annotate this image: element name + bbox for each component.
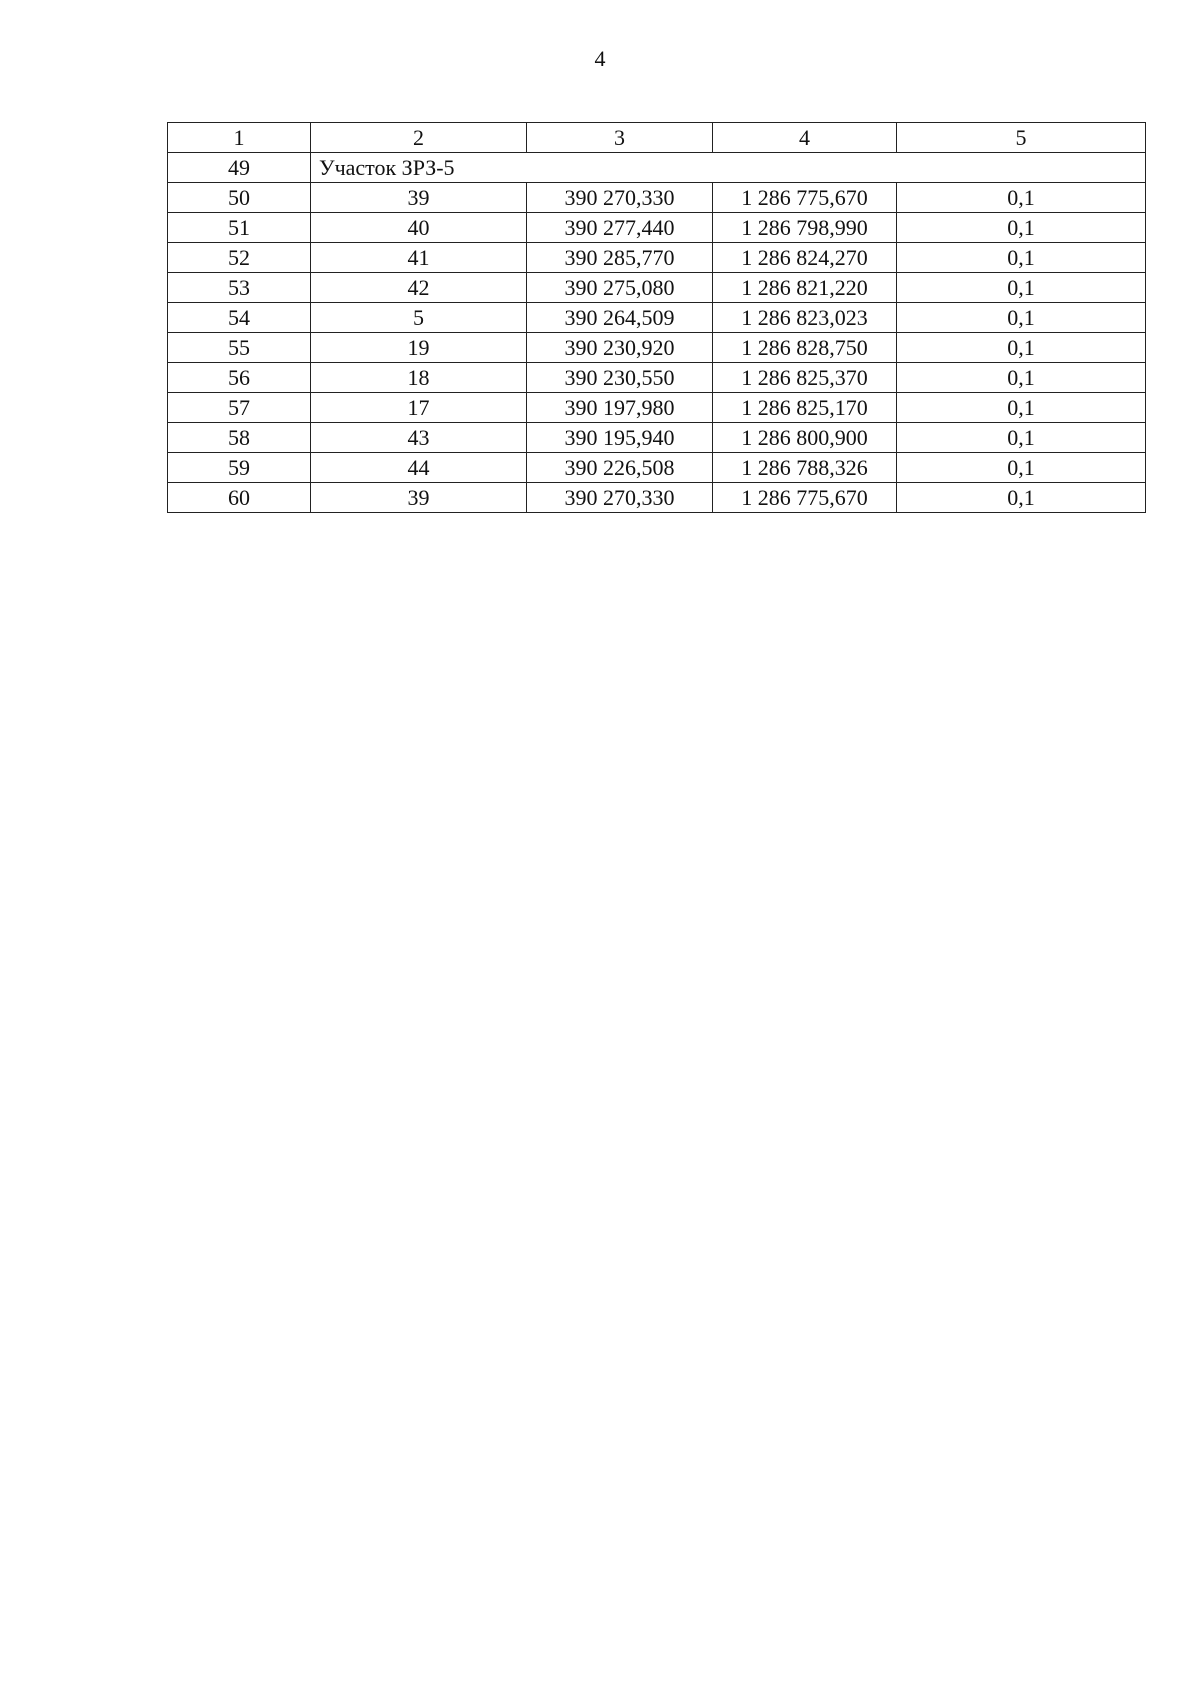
column-number-4: 4 bbox=[713, 123, 897, 153]
table-row bbox=[168, 333, 1146, 363]
error-cell: 0,1 bbox=[897, 483, 1146, 513]
point-number-cell: 18 bbox=[311, 363, 527, 393]
row-number-cell: 55 bbox=[168, 333, 311, 363]
column-number-1: 1 bbox=[168, 123, 311, 153]
coordinates-table bbox=[167, 122, 1146, 513]
x-coordinate-cell: 390 285,770 bbox=[527, 243, 713, 273]
y-coordinate-cell: 1 286 775,670 bbox=[713, 183, 897, 213]
error-cell: 0,1 bbox=[897, 393, 1146, 423]
y-coordinate-cell: 1 286 825,370 bbox=[713, 363, 897, 393]
row-number-cell: 60 bbox=[168, 483, 311, 513]
row-number-cell: 53 bbox=[168, 273, 311, 303]
x-coordinate-cell: 390 230,920 bbox=[527, 333, 713, 363]
error-cell: 0,1 bbox=[897, 363, 1146, 393]
point-number-cell: 39 bbox=[311, 183, 527, 213]
table-row bbox=[168, 243, 1146, 273]
table-header-row bbox=[168, 123, 1146, 153]
x-coordinate-cell: 390 264,509 bbox=[527, 303, 713, 333]
x-coordinate-cell: 390 195,940 bbox=[527, 423, 713, 453]
point-number-cell: 17 bbox=[311, 393, 527, 423]
x-coordinate-cell: 390 226,508 bbox=[527, 453, 713, 483]
y-coordinate-cell: 1 286 821,220 bbox=[713, 273, 897, 303]
column-number-3: 3 bbox=[527, 123, 713, 153]
row-number-cell: 51 bbox=[168, 213, 311, 243]
point-number-cell: 39 bbox=[311, 483, 527, 513]
table-row bbox=[168, 393, 1146, 423]
x-coordinate-cell: 390 197,980 bbox=[527, 393, 713, 423]
table-row bbox=[168, 363, 1146, 393]
row-number-cell: 59 bbox=[168, 453, 311, 483]
x-coordinate-cell: 390 277,440 bbox=[527, 213, 713, 243]
column-number-5: 5 bbox=[897, 123, 1146, 153]
x-coordinate-cell: 390 275,080 bbox=[527, 273, 713, 303]
row-number-cell: 52 bbox=[168, 243, 311, 273]
row-number-cell: 56 bbox=[168, 363, 311, 393]
point-number-cell: 19 bbox=[311, 333, 527, 363]
y-coordinate-cell: 1 286 788,326 bbox=[713, 453, 897, 483]
y-coordinate-cell: 1 286 828,750 bbox=[713, 333, 897, 363]
error-cell: 0,1 bbox=[897, 453, 1146, 483]
x-coordinate-cell: 390 270,330 bbox=[527, 183, 713, 213]
column-number-2: 2 bbox=[311, 123, 527, 153]
section-row-number: 49 bbox=[168, 153, 311, 183]
y-coordinate-cell: 1 286 825,170 bbox=[713, 393, 897, 423]
point-number-cell: 42 bbox=[311, 273, 527, 303]
error-cell: 0,1 bbox=[897, 333, 1146, 363]
section-row bbox=[168, 153, 1146, 183]
point-number-cell: 5 bbox=[311, 303, 527, 333]
error-cell: 0,1 bbox=[897, 423, 1146, 453]
table-row bbox=[168, 423, 1146, 453]
point-number-cell: 44 bbox=[311, 453, 527, 483]
section-label: Участок ЗРЗ-5 bbox=[311, 153, 1146, 183]
y-coordinate-cell: 1 286 775,670 bbox=[713, 483, 897, 513]
error-cell: 0,1 bbox=[897, 183, 1146, 213]
error-cell: 0,1 bbox=[897, 303, 1146, 333]
y-coordinate-cell: 1 286 824,270 bbox=[713, 243, 897, 273]
point-number-cell: 40 bbox=[311, 213, 527, 243]
table-row bbox=[168, 273, 1146, 303]
coordinates-table-body bbox=[168, 123, 1146, 513]
row-number-cell: 54 bbox=[168, 303, 311, 333]
table-row bbox=[168, 483, 1146, 513]
table-row bbox=[168, 183, 1146, 213]
point-number-cell: 41 bbox=[311, 243, 527, 273]
x-coordinate-cell: 390 230,550 bbox=[527, 363, 713, 393]
table-row bbox=[168, 303, 1146, 333]
error-cell: 0,1 bbox=[897, 213, 1146, 243]
y-coordinate-cell: 1 286 800,900 bbox=[713, 423, 897, 453]
x-coordinate-cell: 390 270,330 bbox=[527, 483, 713, 513]
row-number-cell: 50 bbox=[168, 183, 311, 213]
page-number: 4 bbox=[594, 46, 606, 71]
y-coordinate-cell: 1 286 798,990 bbox=[713, 213, 897, 243]
row-number-cell: 58 bbox=[168, 423, 311, 453]
error-cell: 0,1 bbox=[897, 243, 1146, 273]
y-coordinate-cell: 1 286 823,023 bbox=[713, 303, 897, 333]
row-number-cell: 57 bbox=[168, 393, 311, 423]
point-number-cell: 43 bbox=[311, 423, 527, 453]
table-row bbox=[168, 453, 1146, 483]
table-row bbox=[168, 213, 1146, 243]
error-cell: 0,1 bbox=[897, 273, 1146, 303]
